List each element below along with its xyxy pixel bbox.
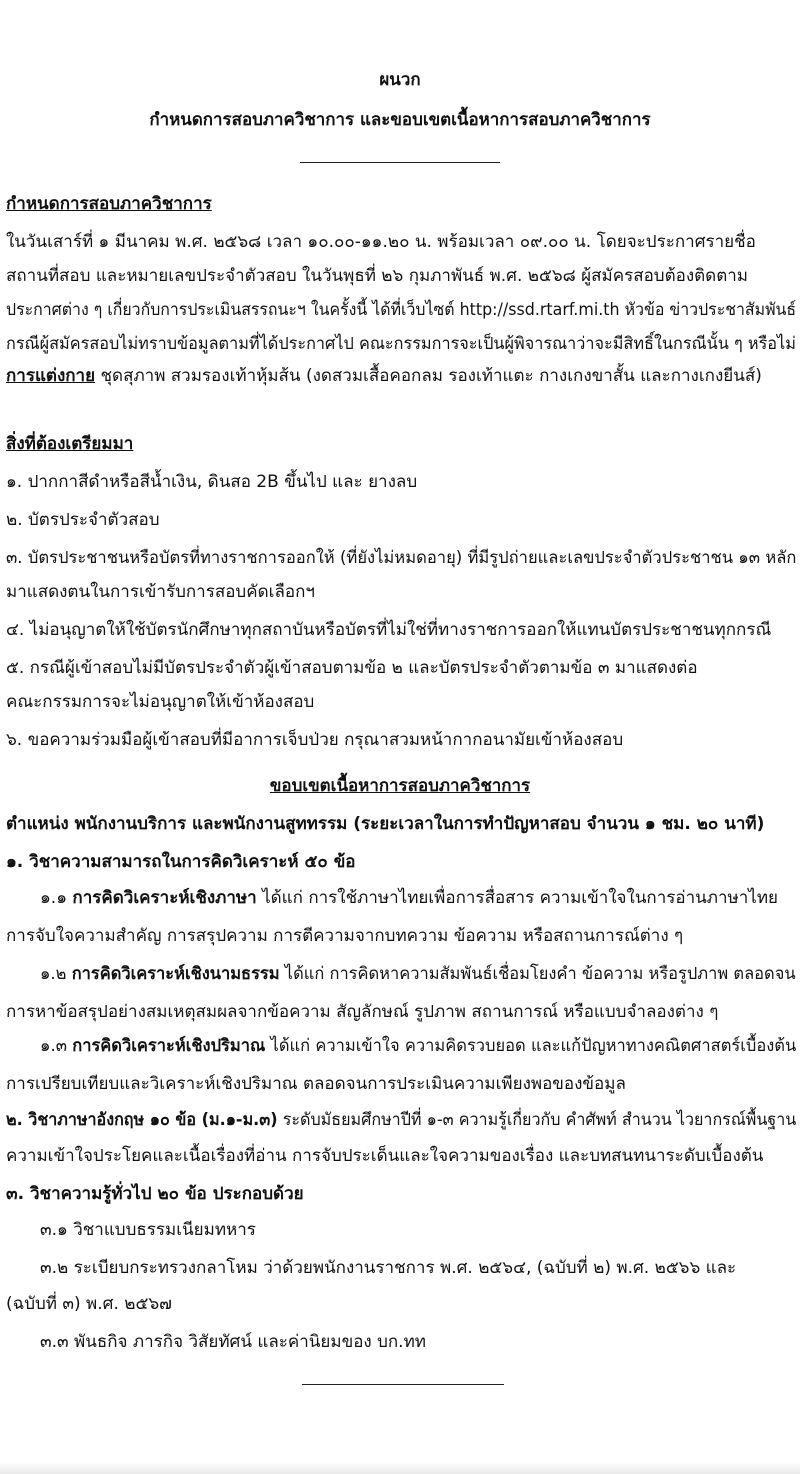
prepare-item: ๕. กรณีผู้เข้าสอบไม่มีบัตรประจำตัวผู้เข้าสอบตามข้อ ๒ และบัตรประจำตัวตามข้อ ๓ มาแสดงต่อ [6, 658, 698, 678]
subject-1-2-cont: การหาข้อสรุปอย่างสมเหตุสมผลจากข้อความ สัญลักษณ์ รูปภาพ สถานการณ์ หรือแบบจำลองต่าง ๆ [6, 1002, 719, 1022]
subject-3-3: ๓.๓ พันธกิจ ภารกิจ วิสัยทัศน์ และค่านิยมของ บก.ทท [40, 1332, 427, 1352]
subject-1-1: ๑.๑ การคิดวิเคราะห์เชิงภาษา ได้แก่ การใช้ภาษาไทยเพื่อการสื่อสาร ความเข้าใจในการอ่านภาษาไทย [40, 888, 779, 908]
subject-2-cont: ความเข้าใจประโยคและเนื้อเรื่องที่อ่าน การจับประเด็นและใจความของเรื่อง และบทสนทนาระดับเบื้องต้น [6, 1146, 764, 1166]
prepare-item-cont: มาแสดงตนในการเข้ารับการสอบคัดเลือกฯ [6, 582, 315, 602]
schedule-line: ในวันเสาร์ที่ ๑ มีนาคม พ.ศ. ๒๕๖๘ เวลา ๑๐.๐๐-๑๑.๒๐ น. พร้อมเวลา ๐๙.๐๐ น. โดยจะประกาศรายชื่อ [6, 232, 756, 252]
dress-text: ชุดสุภาพ สวมรองเท้าหุ้มส้น (งดสวมเสื้อคอกลม รองเท้าแตะ กางเกงขาสั้น และกางเกงยีนส์) [100, 366, 762, 386]
subject-3-2: ๓.๒ ระเบียบกระทรวงกลาโหม ว่าด้วยพนักงานราชการ พ.ศ. ๒๕๖๔, (ฉบับที่ ๒) พ.ศ. ๒๕๖๖ และ [40, 1258, 737, 1278]
prepare-item: ๓. บัตรประชาชนหรือบัตรที่ทางราชการออกให้ (ที่ยังไม่หมดอายุ) ที่มีรูปถ่ายและเลขประจำตัวประชาชน ๑๓ หลัก [6, 548, 797, 568]
subject-1-3-cont: การเปรียบเทียบและวิเคราะห์เชิงปริมาณ ตลอดจนการประเมินความเพียงพอของข้อมูล [6, 1074, 626, 1094]
page-bottom-edge [0, 1462, 800, 1474]
subject-3-1: ๓.๑ วิชาแบบธรรมเนียมทหาร [40, 1220, 256, 1240]
top-divider [300, 162, 500, 163]
prepare-heading: สิ่งที่ต้องเตรียมมา [6, 434, 134, 454]
subject-1-2: ๑.๒ การคิดวิเคราะห์เชิงนามธรรม ได้แก่ การคิดหาความสัมพันธ์เชื่อมโยงคำ ข้อความ หรือรูปภาพ ตลอดจน [40, 964, 796, 984]
prepare-item-cont: คณะกรรมการจะไม่อนุญาตให้เข้าห้องสอบ [6, 692, 315, 712]
prepare-item: ๒. บัตรประจำตัวสอบ [6, 510, 160, 530]
schedule-line: ประกาศต่าง ๆ เกี่ยวกับการประเมินสรรถนะฯ ในครั้งนี้ ได้ที่เว็บไซต์ http://ssd.rtarf.mi.th หัวข้อ ข่าวประชาสัมพันธ์ [6, 300, 797, 320]
subject-3-2-cont: (ฉบับที่ ๓) พ.ศ. ๒๕๖๗ [6, 1294, 172, 1314]
dress-label: การแต่งกาย [6, 366, 96, 386]
subject-2: ๒. วิชาภาษาอังกฤษ ๑๐ ข้อ (ม.๑-ม.๓) ระดับมัธยมศึกษาปีที่ ๑-๓ ความรู้เกี่ยวกับ คำศัพท์ สำนวน ไวยากรณ์พื้นฐาน [6, 1110, 797, 1130]
scope-position: ตำแหน่ง พนักงานบริการ และพนักงานสูททรรม (ระยะเวลาในการทำปัญหาสอบ จำนวน ๑ ชม. ๒๐ นาที) [6, 814, 765, 834]
bottom-divider [302, 1384, 504, 1385]
prepare-item: ๑. ปากกาสีดำหรือสีน้ำเงิน, ดินสอ 2B ขึ้นไป และ ยางลบ [6, 472, 418, 492]
schedule-heading: กำหนดการสอบภาควิชาการ [6, 194, 212, 214]
subject-1-3: ๑.๓ การคิดวิเคราะห์เชิงปริมาณ ได้แก่ ความเข้าใจ ความคิดรวบยอด และแก้ปัญหาทางคณิตศาสตร์เบื้องต้น [40, 1036, 797, 1056]
schedule-line: กรณีผู้สมัครสอบไม่ทราบข้อมูลตามที่ได้ประกาศไป คณะกรรมการจะเป็นผู้พิจารณาว่าจะมีสิทธิ์ในกรณีนั้น ๆ หรือไม่ [6, 334, 796, 354]
subject-1-1-cont: การจับใจความสำคัญ การสรุปความ การตีความจากบทความ ข้อความ หรือสถานการณ์ต่าง ๆ [6, 926, 684, 946]
dress-code [6, 364, 762, 388]
subject-3-title: ๓. วิชาความรู้ทั่วไป ๒๐ ข้อ ประกอบด้วย [6, 1184, 304, 1204]
page-subtitle: กำหนดการสอบภาควิชาการ และขอบเขตเนื้อหาการสอบภาควิชาการ [149, 110, 651, 130]
subject-1-title: ๑. วิชาความสามารถในการคิดวิเคราะห์ ๕๐ ข้อ [6, 852, 356, 872]
page-title: ผนวก [379, 70, 421, 90]
scope-heading: ขอบเขตเนื้อหาการสอบภาควิชาการ [269, 776, 531, 796]
prepare-item: ๖. ขอความร่วมมือผู้เข้าสอบที่มีอาการเจ็บป่วย กรุณาสวมหน้ากากอนามัยเข้าห้องสอบ [6, 730, 624, 750]
schedule-line: สถานที่สอบ และหมายเลขประจำตัวสอบ ในวันพุธที่ ๒๖ กุมภาพันธ์ พ.ศ. ๒๕๖๘ ผู้สมัครสอบต้องติดตาม [6, 266, 748, 286]
prepare-item: ๔. ไม่อนุญาตให้ใช้บัตรนักศึกษาทุกสถาบันหรือบัตรที่ไม่ใช่ที่ทางราชการออกให้แทนบัตรประชาชนทุกกรณี [6, 620, 772, 640]
